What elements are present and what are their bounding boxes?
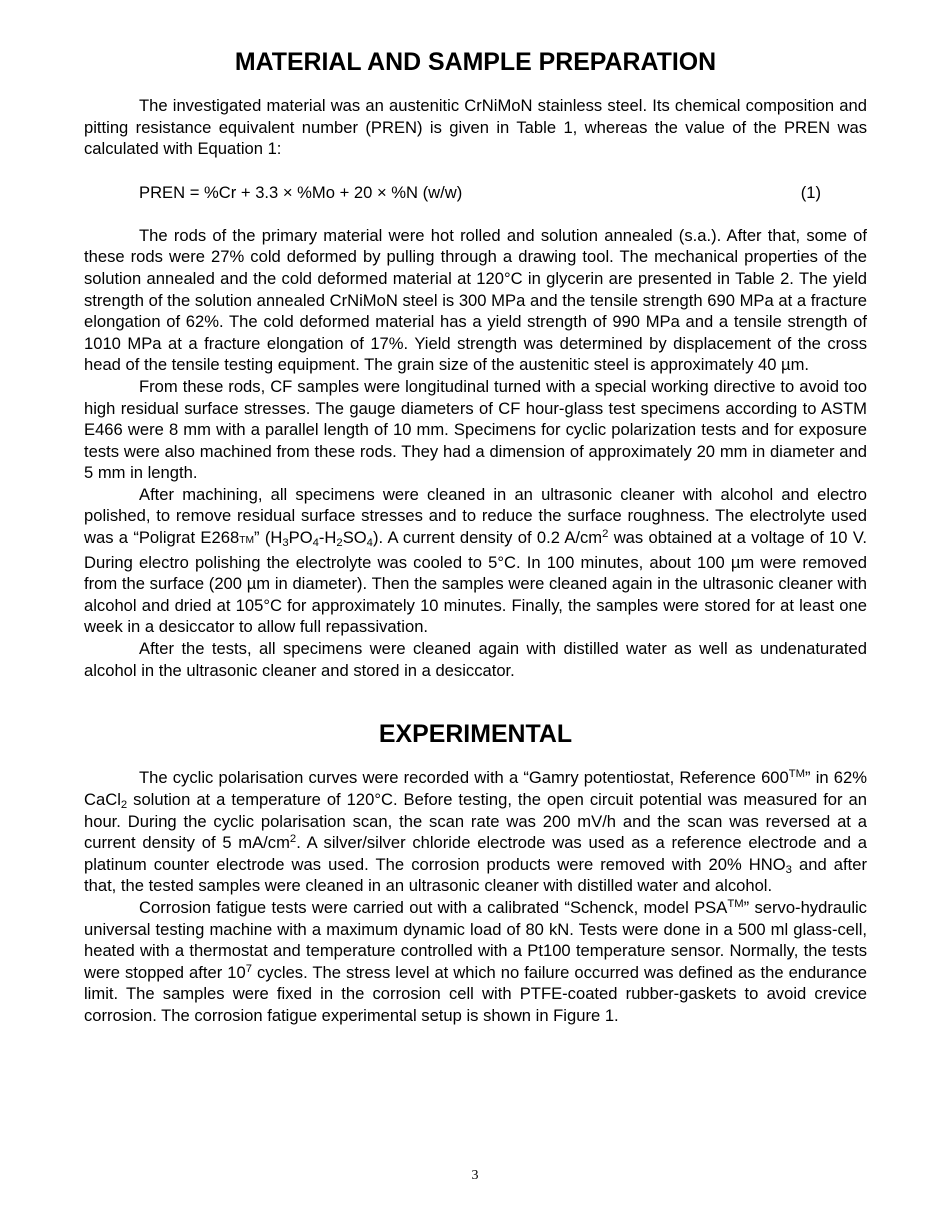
trademark-mark: TM: [239, 535, 255, 547]
page-body: [84, 48, 868, 1027]
equation-formula: PREN = %Cr + 3.3 × %Mo + 20 × %N (w/w): [139, 182, 463, 202]
section-heading-material: MATERIAL AND SAMPLE PREPARATION: [234, 48, 717, 76]
trademark-mark: TM: [727, 897, 744, 910]
paragraph-after-tests: After the tests, all specimens were cleaned again with distilled water as well as undenaturated alcohol in the ultrasonic cleaner and stored in a desiccator.: [84, 639, 867, 680]
paragraph-material-intro: The investigated material was an austenitic CrNiMoN stainless steel. Its chemical composition and pitting resistance equivalent number (PREN) is given in Table 1, whereas the value of the PREN was calculated with Equation 1:: [84, 96, 867, 159]
section-heading-experimental: EXPERIMENTAL: [378, 720, 573, 749]
paragraph-samples: From these rods, CF samples were longitudinal turned with a special working directive to avoid too high residual surface stresses. The gauge diameters of CF hour-glass test specimens according to ASTM E466 were 8 mm with a parallel length of 10 mm. Specimens for cyclic polarization tests and for exposure tests were also machined from these rods. They had a dimension of approximately 20 mm in diameter and 5 mm in length.: [84, 376, 867, 483]
page-number: 3: [471, 1168, 479, 1183]
equation-number: (1): [800, 182, 821, 202]
paragraph-corrosion-fatigue: Corrosion fatigue tests were carried out with a calibrated “Schenck, model PSA™” servo-hydraulic universal testing machine with a maximum dynamic load of 80 kN. Tests were done in a 500 ml glass-cell, heated with a thermostat and temperature controlled with a Pt100 temperature sensor. Normally, the tests were stopped after $10^7$ cycles. The stress level at which no failure occurred was defined as the endurance limit. The samples were fixed in the corrosion cell with PTFE-coated rubber-gaskets to avoid crevice corrosion. The corrosion fatigue experimental setup is shown in Figure 1.: [84, 897, 867, 1025]
paragraph-electropolishing: After machining, all specimens were cleaned in an ultrasonic cleaner with alcohol and electro polished, to remove residual surface stresses and to reduce the surface roughness. The electrolyte used was a “Poligrat E268TM” $(H_3PO_4-H_2SO_4)$. A current density of 0.2 $A/cm^2$ was obtained at a voltage of 10 V. During electro polishing the electrolyte was cooled to 5°C. In 100 minutes, about 100 µm were removed from the surface (200 µm in diameter). Then the samples were cleaned again in the ultrasonic cleaner with alcohol and dried at 105°C for approximately 10 minutes. Finally, the samples were stored for at least one week in a desiccator to allow full repassivation.: [84, 484, 867, 637]
paragraph-polarisation: The cyclic polarisation curves were recorded with a “Gamry potentiostat, Reference 600™” in 62% CaCl$_2$ solution at a temperature of 120°C. Before testing, the open circuit potential was measured for an hour. During the cyclic polarisation scan, the scan rate was 200 mV/h and the scan was reversed at a current density of 5 $mA/cm^2$. A silver/silver chloride electrode was used as a reference electrode and a platinum counter electrode was used. The corrosion products were removed with 20% $HNO_3$ and after that, the tested samples were cleaned in an ultrasonic cleaner with distilled water and alcohol.: [84, 768, 868, 896]
trademark-mark: TM: [788, 768, 806, 781]
paragraph-mechanical-properties: The rods of the primary material were hot rolled and solution annealed (s.a.). After that, some of these rods were 27% cold deformed by pulling through a drawing tool. The mechanical properties of the solution annealed and the cold deformed material at 120°C in glycerin are presented in Table 2. The yield strength of the solution annealed CrNiMoN steel is 300 MPa and the tensile strength 690 MPa at a fracture elongation of 62%. The cold deformed material has a yield strength of 990 MPa and a tensile strength of 1010 MPa at a fracture elongation of 17%. Yield strength was determined by displacement of the cross head of the tensile testing equipment. The grain size of the austenitic steel is approximately 40 µm.: [84, 225, 867, 375]
equation-1: [84, 182, 867, 204]
